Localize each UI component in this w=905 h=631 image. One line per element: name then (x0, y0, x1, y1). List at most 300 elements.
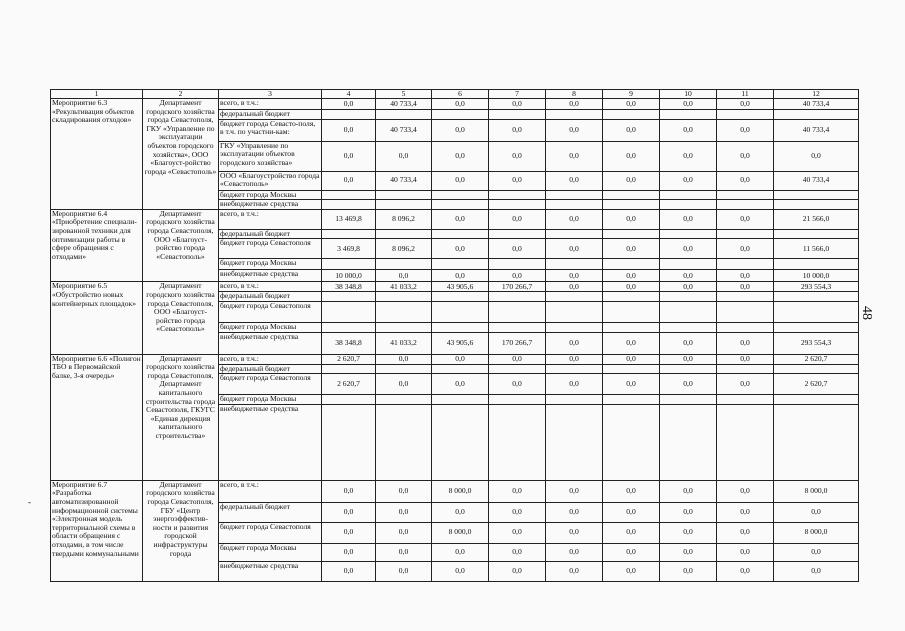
value-cell (322, 404, 376, 480)
value-cell: 0,0 (546, 561, 603, 581)
value-cell: 0,0 (717, 374, 774, 395)
column-header: 5 (376, 90, 432, 99)
margin-mark: - (28, 497, 31, 507)
funding-source: федеральный бюджет (219, 229, 322, 239)
value-cell (546, 229, 603, 239)
value-cell: 0,0 (376, 522, 432, 543)
funding-source: федеральный бюджет (219, 292, 322, 302)
value-cell: 0,0 (432, 561, 489, 581)
funding-source: бюджет города Москвы (219, 543, 322, 561)
executor-cell: Департамент городского хозяйства города Севастополя, ГКУ «Управление по эксплуатации объектов городского хозяйства», ООО «Благоуст-ройство города «Севастополь» (143, 99, 219, 210)
measure-name: Мероприятие 6.6 «Полигон ТБО в Первомайской балке, 3-я очередь» (51, 354, 143, 480)
value-cell (322, 110, 376, 120)
measure-name: Мероприятие 6.3 «Рекультивация объектов складирования отходов» (51, 99, 143, 210)
value-cell: 43 905,6 (432, 282, 489, 292)
value-cell: 0,0 (660, 119, 717, 141)
value-cell: 0,0 (603, 354, 660, 364)
value-cell: 0,0 (489, 171, 546, 190)
funding-source: бюджет города Севастополя (219, 374, 322, 395)
funding-source: бюджет города Москвы (219, 190, 322, 200)
funding-source: бюджет города Севастополя (219, 301, 322, 322)
table-row (51, 354, 859, 364)
value-cell: 0,0 (546, 282, 603, 292)
value-cell: 0,0 (322, 543, 376, 561)
value-cell: 0,0 (774, 543, 859, 561)
value-cell: 0,0 (717, 354, 774, 364)
value-cell: 0,0 (660, 543, 717, 561)
value-cell: 0,0 (489, 561, 546, 581)
value-cell: 0,0 (432, 502, 489, 522)
value-cell: 0,0 (489, 141, 546, 171)
budget-table (50, 89, 859, 582)
value-cell: 2 620,7 (322, 374, 376, 395)
value-cell: 0,0 (546, 354, 603, 364)
value-cell: 0,0 (717, 282, 774, 292)
value-cell (774, 301, 859, 322)
value-cell (660, 322, 717, 332)
value-cell: 0,0 (546, 374, 603, 395)
value-cell: 0,0 (322, 141, 376, 171)
table-row (51, 282, 859, 292)
funding-source: ГКУ «Управление по эксплуатации объектов городского хозяйства» (219, 141, 322, 171)
value-cell: 0,0 (376, 270, 432, 282)
value-cell: 38 348,8 (322, 282, 376, 292)
value-cell: 0,0 (546, 270, 603, 282)
value-cell: 3 469,8 (322, 239, 376, 259)
value-cell (774, 110, 859, 120)
value-cell (322, 190, 376, 200)
value-cell (376, 301, 432, 322)
value-cell (660, 190, 717, 200)
value-cell: 8 000,0 (432, 480, 489, 502)
value-cell: 0,0 (376, 561, 432, 581)
value-cell: 0,0 (432, 543, 489, 561)
value-cell: 0,0 (432, 141, 489, 171)
value-cell (660, 364, 717, 374)
measure-name: Мероприятие 6.7 «Разработка автоматизированной информационной системы «Электронная модель территориальной схемы в области обращения с отходами, в том числе твердыми коммунальными (51, 480, 143, 581)
table-row (51, 480, 859, 502)
value-cell (603, 200, 660, 210)
value-cell: 0,0 (603, 522, 660, 543)
value-cell (322, 322, 376, 332)
value-cell: 2 620,7 (774, 354, 859, 364)
value-cell: 0,0 (660, 239, 717, 259)
value-cell (489, 404, 546, 480)
value-cell: 38 348,8 (322, 332, 376, 354)
value-cell (717, 110, 774, 120)
value-cell (660, 301, 717, 322)
value-cell: 0,0 (660, 282, 717, 292)
value-cell: 0,0 (717, 561, 774, 581)
value-cell: 293 554,3 (774, 282, 859, 292)
value-cell: 0,0 (322, 99, 376, 110)
value-cell (546, 301, 603, 322)
value-cell: 293 554,3 (774, 332, 859, 354)
value-cell: 8 096,2 (376, 209, 432, 229)
value-cell (489, 110, 546, 120)
value-cell: 0,0 (603, 374, 660, 395)
value-cell: 0,0 (660, 270, 717, 282)
value-cell: 0,0 (717, 141, 774, 171)
funding-source: бюджет города Москвы (219, 259, 322, 270)
value-cell (717, 190, 774, 200)
value-cell (774, 322, 859, 332)
value-cell (322, 292, 376, 302)
value-cell (546, 259, 603, 270)
value-cell: 0,0 (660, 561, 717, 581)
value-cell: 0,0 (546, 209, 603, 229)
value-cell: 0,0 (603, 480, 660, 502)
funding-source: внебюджетные средства (219, 404, 322, 480)
value-cell: 170 266,7 (489, 282, 546, 292)
value-cell (717, 229, 774, 239)
value-cell: 0,0 (432, 270, 489, 282)
funding-source: бюджет города Севасто-поля, в т.ч. по участни-кам: (219, 119, 322, 141)
value-cell: 0,0 (546, 99, 603, 110)
value-cell: 0,0 (546, 141, 603, 171)
value-cell: 41 033,2 (376, 282, 432, 292)
value-cell (376, 110, 432, 120)
funding-source: всего, в т.ч.: (219, 354, 322, 364)
value-cell (717, 301, 774, 322)
column-header: 7 (489, 90, 546, 99)
column-header: 11 (717, 90, 774, 99)
value-cell (489, 190, 546, 200)
value-cell: 0,0 (432, 209, 489, 229)
value-cell (489, 395, 546, 405)
value-cell (603, 322, 660, 332)
value-cell: 0,0 (489, 374, 546, 395)
value-cell (489, 200, 546, 210)
value-cell: 0,0 (717, 209, 774, 229)
value-cell (489, 301, 546, 322)
value-cell (546, 200, 603, 210)
value-cell (322, 395, 376, 405)
value-cell (432, 259, 489, 270)
value-cell: 0,0 (322, 480, 376, 502)
value-cell: 0,0 (603, 171, 660, 190)
value-cell: 0,0 (660, 332, 717, 354)
value-cell: 0,0 (603, 332, 660, 354)
value-cell: 0,0 (376, 543, 432, 561)
value-cell: 0,0 (432, 99, 489, 110)
value-cell: 0,0 (660, 522, 717, 543)
funding-source: всего, в т.ч.: (219, 209, 322, 229)
value-cell (322, 259, 376, 270)
value-cell (660, 200, 717, 210)
funding-source: федеральный бюджет (219, 364, 322, 374)
column-header: 9 (603, 90, 660, 99)
value-cell: 0,0 (432, 239, 489, 259)
value-cell: 0,0 (376, 502, 432, 522)
value-cell: 0,0 (660, 354, 717, 364)
value-cell: 8 000,0 (432, 522, 489, 543)
value-cell (774, 229, 859, 239)
value-cell (376, 364, 432, 374)
value-cell (774, 395, 859, 405)
funding-source: ООО «Благоустройство города «Севастополь» (220, 171, 320, 189)
value-cell (376, 190, 432, 200)
value-cell (603, 395, 660, 405)
value-cell (717, 259, 774, 270)
value-cell (717, 404, 774, 480)
value-cell (774, 292, 859, 302)
funding-source: всего, в т.ч.: (219, 282, 322, 292)
value-cell: 0,0 (322, 561, 376, 581)
funding-source: внебюджетные средства (219, 270, 322, 282)
funding-source: бюджет города Севастополя (219, 522, 322, 543)
value-cell: 0,0 (376, 480, 432, 502)
value-cell (717, 395, 774, 405)
value-cell (322, 364, 376, 374)
value-cell: 0,0 (546, 502, 603, 522)
value-cell: 0,0 (489, 480, 546, 502)
value-cell: 0,0 (774, 502, 859, 522)
value-cell: 0,0 (322, 522, 376, 543)
value-cell (376, 322, 432, 332)
value-cell: 0,0 (489, 239, 546, 259)
value-cell: 0,0 (717, 99, 774, 110)
value-cell: 11 566,0 (774, 239, 859, 259)
value-cell (322, 200, 376, 210)
value-cell (660, 229, 717, 239)
value-cell: 43 905,6 (432, 332, 489, 354)
value-cell: 10 000,0 (322, 270, 376, 282)
table-row (51, 209, 859, 229)
value-cell: 170 266,7 (489, 332, 546, 354)
column-header: 4 (322, 90, 376, 99)
value-cell (489, 229, 546, 239)
column-header: 8 (546, 90, 603, 99)
value-cell (603, 364, 660, 374)
value-cell: 0,0 (546, 522, 603, 543)
value-cell: 0,0 (603, 561, 660, 581)
column-header: 10 (660, 90, 717, 99)
value-cell (660, 110, 717, 120)
measure-name: Мероприятие 6.4 «Приобретение специали-зированной техники для оптимизации работы в сфере обращения с отходами» (51, 209, 143, 282)
value-cell (376, 200, 432, 210)
funding-source: бюджет города Москвы (219, 322, 322, 332)
value-cell: 0,0 (489, 543, 546, 561)
value-cell (603, 301, 660, 322)
value-cell (432, 190, 489, 200)
executor-cell: Департамент городского хозяйства города Севастополя, ООО «Благоуст-ройство города «Севастополь» (143, 282, 219, 354)
value-cell (546, 322, 603, 332)
funding-source: внебюджетные средства (219, 200, 322, 210)
value-cell (717, 200, 774, 210)
value-cell: 0,0 (322, 119, 376, 141)
value-cell: 0,0 (546, 543, 603, 561)
value-cell: 0,0 (489, 502, 546, 522)
value-cell: 0,0 (432, 354, 489, 364)
value-cell: 40 733,4 (376, 171, 432, 190)
executor-cell: Департамент городского хозяйства города Севастополя, ГБУ «Центр энергоэффектив-ности и развития городской инфраструктуры города (143, 480, 219, 581)
funding-source: федеральный бюджет (219, 110, 322, 120)
value-cell: 0,0 (546, 119, 603, 141)
value-cell (489, 259, 546, 270)
column-header: 3 (219, 90, 322, 99)
value-cell: 40 733,4 (376, 99, 432, 110)
value-cell: 0,0 (717, 239, 774, 259)
value-cell (603, 110, 660, 120)
value-cell (546, 110, 603, 120)
value-cell (376, 395, 432, 405)
value-cell (489, 292, 546, 302)
value-cell: 0,0 (489, 354, 546, 364)
value-cell: 0,0 (489, 522, 546, 543)
value-cell (660, 404, 717, 480)
value-cell: 0,0 (603, 502, 660, 522)
value-cell: 0,0 (603, 239, 660, 259)
value-cell (774, 200, 859, 210)
value-cell: 0,0 (432, 119, 489, 141)
value-cell: 2 620,7 (774, 374, 859, 395)
value-cell: 8 096,2 (376, 239, 432, 259)
value-cell (774, 364, 859, 374)
value-cell (660, 395, 717, 405)
value-cell (603, 292, 660, 302)
value-cell (322, 229, 376, 239)
value-cell: 40 733,4 (774, 171, 859, 190)
value-cell: 0,0 (603, 282, 660, 292)
value-cell (546, 190, 603, 200)
value-cell (432, 364, 489, 374)
funding-source: внебюджетные средства (219, 561, 322, 581)
value-cell: 0,0 (774, 561, 859, 581)
value-cell: 0,0 (376, 354, 432, 364)
value-cell: 21 566,0 (774, 209, 859, 229)
value-cell: 0,0 (717, 119, 774, 141)
value-cell: 10 000,0 (774, 270, 859, 282)
value-cell (546, 395, 603, 405)
value-cell: 0,0 (717, 270, 774, 282)
value-cell (546, 292, 603, 302)
value-cell: 0,0 (322, 502, 376, 522)
value-cell: 0,0 (489, 270, 546, 282)
value-cell: 0,0 (774, 141, 859, 171)
value-cell (774, 190, 859, 200)
value-cell (546, 364, 603, 374)
value-cell: 0,0 (603, 99, 660, 110)
value-cell: 0,0 (660, 171, 717, 190)
value-cell: 0,0 (603, 141, 660, 171)
value-cell (432, 200, 489, 210)
value-cell: 0,0 (717, 332, 774, 354)
funding-source: всего, в т.ч.: (219, 480, 322, 502)
executor-cell: Департамент городского хозяйства города Севастополя, ООО «Благоуст-ройство города «Севастополь» (143, 209, 219, 282)
value-cell: 0,0 (660, 374, 717, 395)
column-header: 1 (51, 90, 143, 99)
funding-source: бюджет города Севастополя (219, 239, 322, 259)
value-cell (432, 110, 489, 120)
value-cell: 13 469,8 (322, 209, 376, 229)
value-cell (432, 404, 489, 480)
value-cell (376, 229, 432, 239)
value-cell (717, 364, 774, 374)
value-cell: 0,0 (546, 171, 603, 190)
column-header: 12 (774, 90, 859, 99)
value-cell: 0,0 (603, 543, 660, 561)
funding-source: федеральный бюджет (219, 502, 322, 522)
value-cell (489, 364, 546, 374)
value-cell: 0,0 (432, 171, 489, 190)
value-cell: 0,0 (432, 374, 489, 395)
value-cell: 40 733,4 (774, 99, 859, 110)
value-cell (432, 229, 489, 239)
value-cell (322, 301, 376, 322)
value-cell (774, 259, 859, 270)
value-cell: 0,0 (546, 239, 603, 259)
value-cell: 0,0 (376, 141, 432, 171)
header-row (51, 90, 859, 99)
value-cell: 0,0 (603, 270, 660, 282)
value-cell (717, 292, 774, 302)
executor-cell: Департамент городского хозяйства города Севастополя, Департамент капитального строительства города Севастополя, ГКУГС «Единая дирекция капитального строительства» (143, 354, 219, 480)
measure-name: Мероприятие 6.5 «Обустройство новых контейнерных площадок» (51, 282, 143, 354)
value-cell (774, 404, 859, 480)
value-cell: 0,0 (660, 209, 717, 229)
value-cell: 0,0 (322, 171, 376, 190)
column-header: 2 (143, 90, 219, 99)
value-cell (376, 259, 432, 270)
value-cell (603, 259, 660, 270)
value-cell: 0,0 (717, 502, 774, 522)
funding-source: внебюджетные средства (219, 332, 322, 354)
value-cell (432, 395, 489, 405)
value-cell (660, 292, 717, 302)
funding-source: всего, в т.ч.: (219, 99, 322, 110)
column-header: 6 (432, 90, 489, 99)
value-cell: 0,0 (660, 480, 717, 502)
value-cell: 0,0 (376, 374, 432, 395)
value-cell (717, 322, 774, 332)
value-cell: 0,0 (717, 171, 774, 190)
value-cell: 0,0 (717, 522, 774, 543)
value-cell: 40 733,4 (774, 119, 859, 141)
table-row (51, 99, 859, 110)
funding-source: бюджет города Москвы (219, 395, 322, 405)
value-cell: 0,0 (603, 209, 660, 229)
value-cell (376, 292, 432, 302)
value-cell: 0,0 (546, 332, 603, 354)
value-cell (376, 404, 432, 480)
value-cell: 8 000,0 (774, 480, 859, 502)
value-cell: 0,0 (660, 99, 717, 110)
value-cell (432, 292, 489, 302)
value-cell: 0,0 (660, 141, 717, 171)
value-cell: 2 620,7 (322, 354, 376, 364)
value-cell (603, 404, 660, 480)
value-cell: 0,0 (603, 119, 660, 141)
value-cell: 0,0 (489, 209, 546, 229)
value-cell (432, 301, 489, 322)
value-cell: 41 033,2 (376, 332, 432, 354)
value-cell (660, 259, 717, 270)
value-cell: 0,0 (546, 480, 603, 502)
value-cell (489, 322, 546, 332)
value-cell: 0,0 (489, 99, 546, 110)
value-cell: 0,0 (717, 543, 774, 561)
value-cell: 40 733,4 (376, 119, 432, 141)
value-cell (432, 322, 489, 332)
value-cell (603, 190, 660, 200)
value-cell: 0,0 (660, 502, 717, 522)
page-number: 48 (859, 306, 874, 320)
value-cell: 8 000,0 (774, 522, 859, 543)
value-cell (603, 229, 660, 239)
value-cell (546, 404, 603, 480)
value-cell: 0,0 (489, 119, 546, 141)
